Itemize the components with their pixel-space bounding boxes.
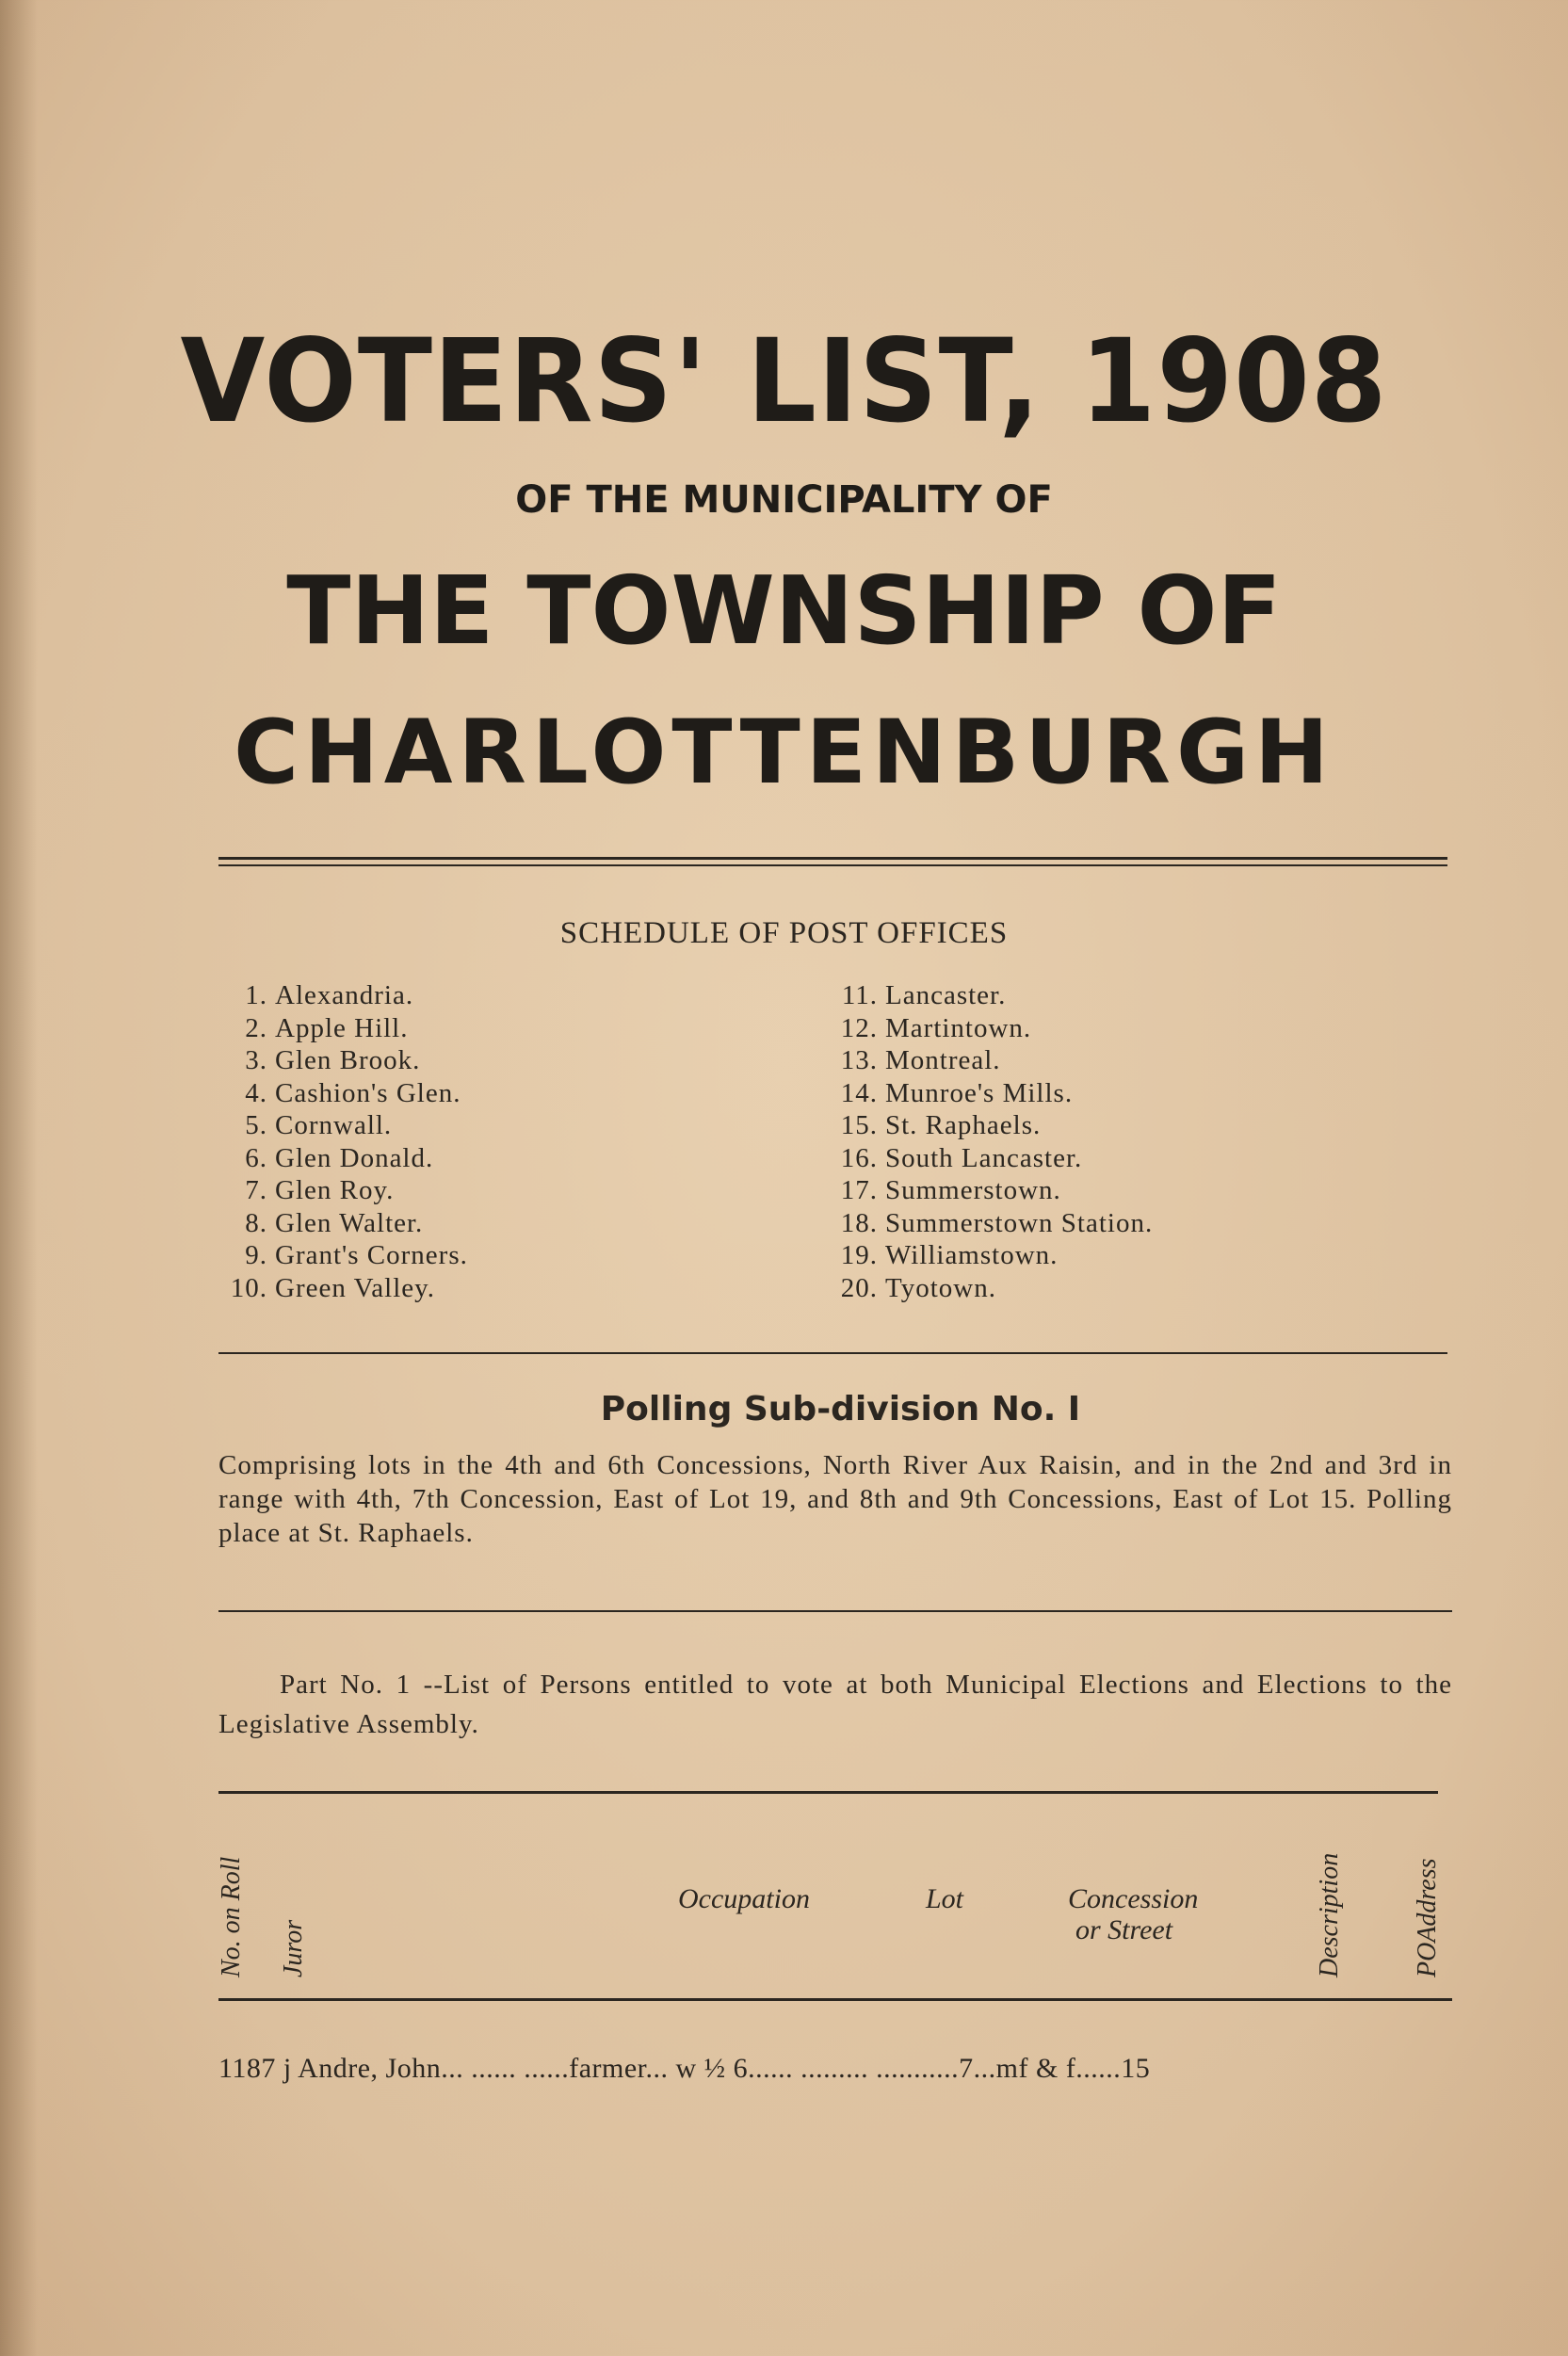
post-office-item (829, 1174, 1153, 1207)
post-office-number: 14. (840, 1077, 878, 1108)
post-office-item (218, 1239, 468, 1272)
post-office-name: Apple Hill. (275, 1012, 409, 1043)
post-office-item (218, 979, 468, 1012)
post-office-name: Montreal. (885, 1045, 1001, 1075)
post-office-name: Glen Walter. (275, 1207, 424, 1238)
table-row: 1187 j Andre, John... ...... ......farmer... w ½ 6...... ......... ...........7...mf & f......15 (218, 2053, 1151, 2084)
post-office-item (218, 1044, 468, 1077)
part-description: Part No. 1 --List of Persons entitled to vote at both Municipal Elections and Elections to the Legislative Assembly. (218, 1670, 1452, 1739)
post-office-number: 5. (245, 1110, 267, 1140)
post-office-number: 7. (245, 1175, 267, 1205)
table-header-rule (218, 1998, 1452, 2001)
post-office-number: 11. (841, 980, 878, 1010)
table-top-rule (218, 1791, 1438, 1794)
column-header-no-on-roll: No. on Roll (217, 1856, 246, 1977)
post-office-number: 2. (245, 1012, 267, 1043)
post-office-number: 18. (840, 1207, 878, 1238)
polling-subdivision-heading: Polling Sub-division No. I (600, 1390, 1081, 1428)
post-office-name: Tyotown. (885, 1272, 996, 1303)
post-office-number: 6. (245, 1142, 267, 1173)
post-office-item (218, 1012, 468, 1045)
page-title: VOTERS' LIST, 1908 (180, 315, 1388, 449)
post-office-item (829, 979, 1153, 1012)
post-office-name: Glen Donald. (275, 1142, 434, 1173)
post-office-item (829, 1012, 1153, 1045)
post-office-name: St. Raphaels. (885, 1110, 1042, 1140)
post-office-name: Alexandria. (275, 980, 414, 1010)
post-office-name: Williamstown. (885, 1240, 1059, 1270)
post-office-number: 4. (245, 1077, 267, 1108)
post-office-name: Lancaster. (885, 980, 1007, 1010)
column-header-po-address: POAddress (1413, 1858, 1442, 1977)
schedule-heading: SCHEDULE OF POST OFFICES (559, 916, 1009, 950)
post-office-number: 8. (245, 1207, 267, 1238)
post-office-item (829, 1044, 1153, 1077)
post-office-number: 1. (245, 980, 267, 1010)
post-office-number: 10. (230, 1272, 267, 1303)
post-office-name: Summerstown Station. (885, 1207, 1154, 1238)
post-office-name: Glen Brook. (275, 1045, 421, 1075)
post-office-number: 20. (840, 1272, 878, 1303)
post-office-name: Green Valley. (275, 1272, 436, 1303)
post-office-item (218, 1207, 468, 1240)
post-office-number: 3. (245, 1045, 267, 1075)
column-header-lot: Lot (926, 1883, 964, 1914)
column-header-juror: Juror (279, 1919, 308, 1977)
post-office-name: South Lancaster. (885, 1142, 1083, 1173)
post-office-number: 19. (840, 1240, 878, 1270)
column-header-or-street: or Street (1075, 1914, 1173, 1945)
post-office-name: Grant's Corners. (275, 1240, 468, 1270)
post-office-name: Martintown. (885, 1012, 1032, 1043)
post-office-number: 12. (840, 1012, 878, 1043)
schedule-divider (218, 1352, 1447, 1354)
post-office-item (218, 1174, 468, 1207)
township-heading-line1: THE TOWNSHIP OF (286, 556, 1282, 666)
post-office-item (829, 1207, 1153, 1240)
column-header-occupation: Occupation (678, 1883, 810, 1914)
post-office-number: 13. (840, 1045, 878, 1075)
polling-description: Comprising lots in the 4th and 6th Concessions, North River Aux Raisin, and in the 2nd and 3rd in range with 4th, 7th Concession, East of Lot 19, and 8th and 9th Concessions, East of Lot 15. Polling place at St. Raphaels. (218, 1450, 1452, 1548)
post-office-name: Summerstown. (885, 1175, 1061, 1205)
post-office-number: 9. (245, 1240, 267, 1270)
post-office-item (829, 1239, 1153, 1272)
post-office-item (829, 1142, 1153, 1175)
title-divider (218, 857, 1447, 860)
description-divider (218, 1610, 1452, 1612)
post-office-item (218, 1077, 468, 1110)
post-office-number: 16. (840, 1142, 878, 1173)
post-office-name: Cornwall. (275, 1110, 393, 1140)
column-header-description: Description (1315, 1852, 1344, 1977)
post-office-number: 17. (840, 1175, 878, 1205)
page-subtitle: OF THE MUNICIPALITY OF (515, 478, 1053, 522)
post-office-item (829, 1109, 1153, 1142)
post-office-item (218, 1272, 468, 1305)
post-office-item (829, 1077, 1153, 1110)
post-office-name: Glen Roy. (275, 1175, 395, 1205)
township-heading-line2: CHARLOTTENBURGH (234, 702, 1334, 804)
title-divider-under (218, 864, 1447, 866)
column-header-concession: Concession (1068, 1883, 1199, 1914)
post-office-name: Cashion's Glen. (275, 1077, 461, 1108)
post-office-item (829, 1272, 1153, 1305)
post-office-item (218, 1109, 468, 1142)
post-office-number: 15. (840, 1110, 878, 1140)
post-office-item (218, 1142, 468, 1175)
post-office-name: Munroe's Mills. (885, 1077, 1074, 1108)
post-office-list-right (829, 979, 1153, 1304)
post-office-list-left (218, 979, 468, 1304)
